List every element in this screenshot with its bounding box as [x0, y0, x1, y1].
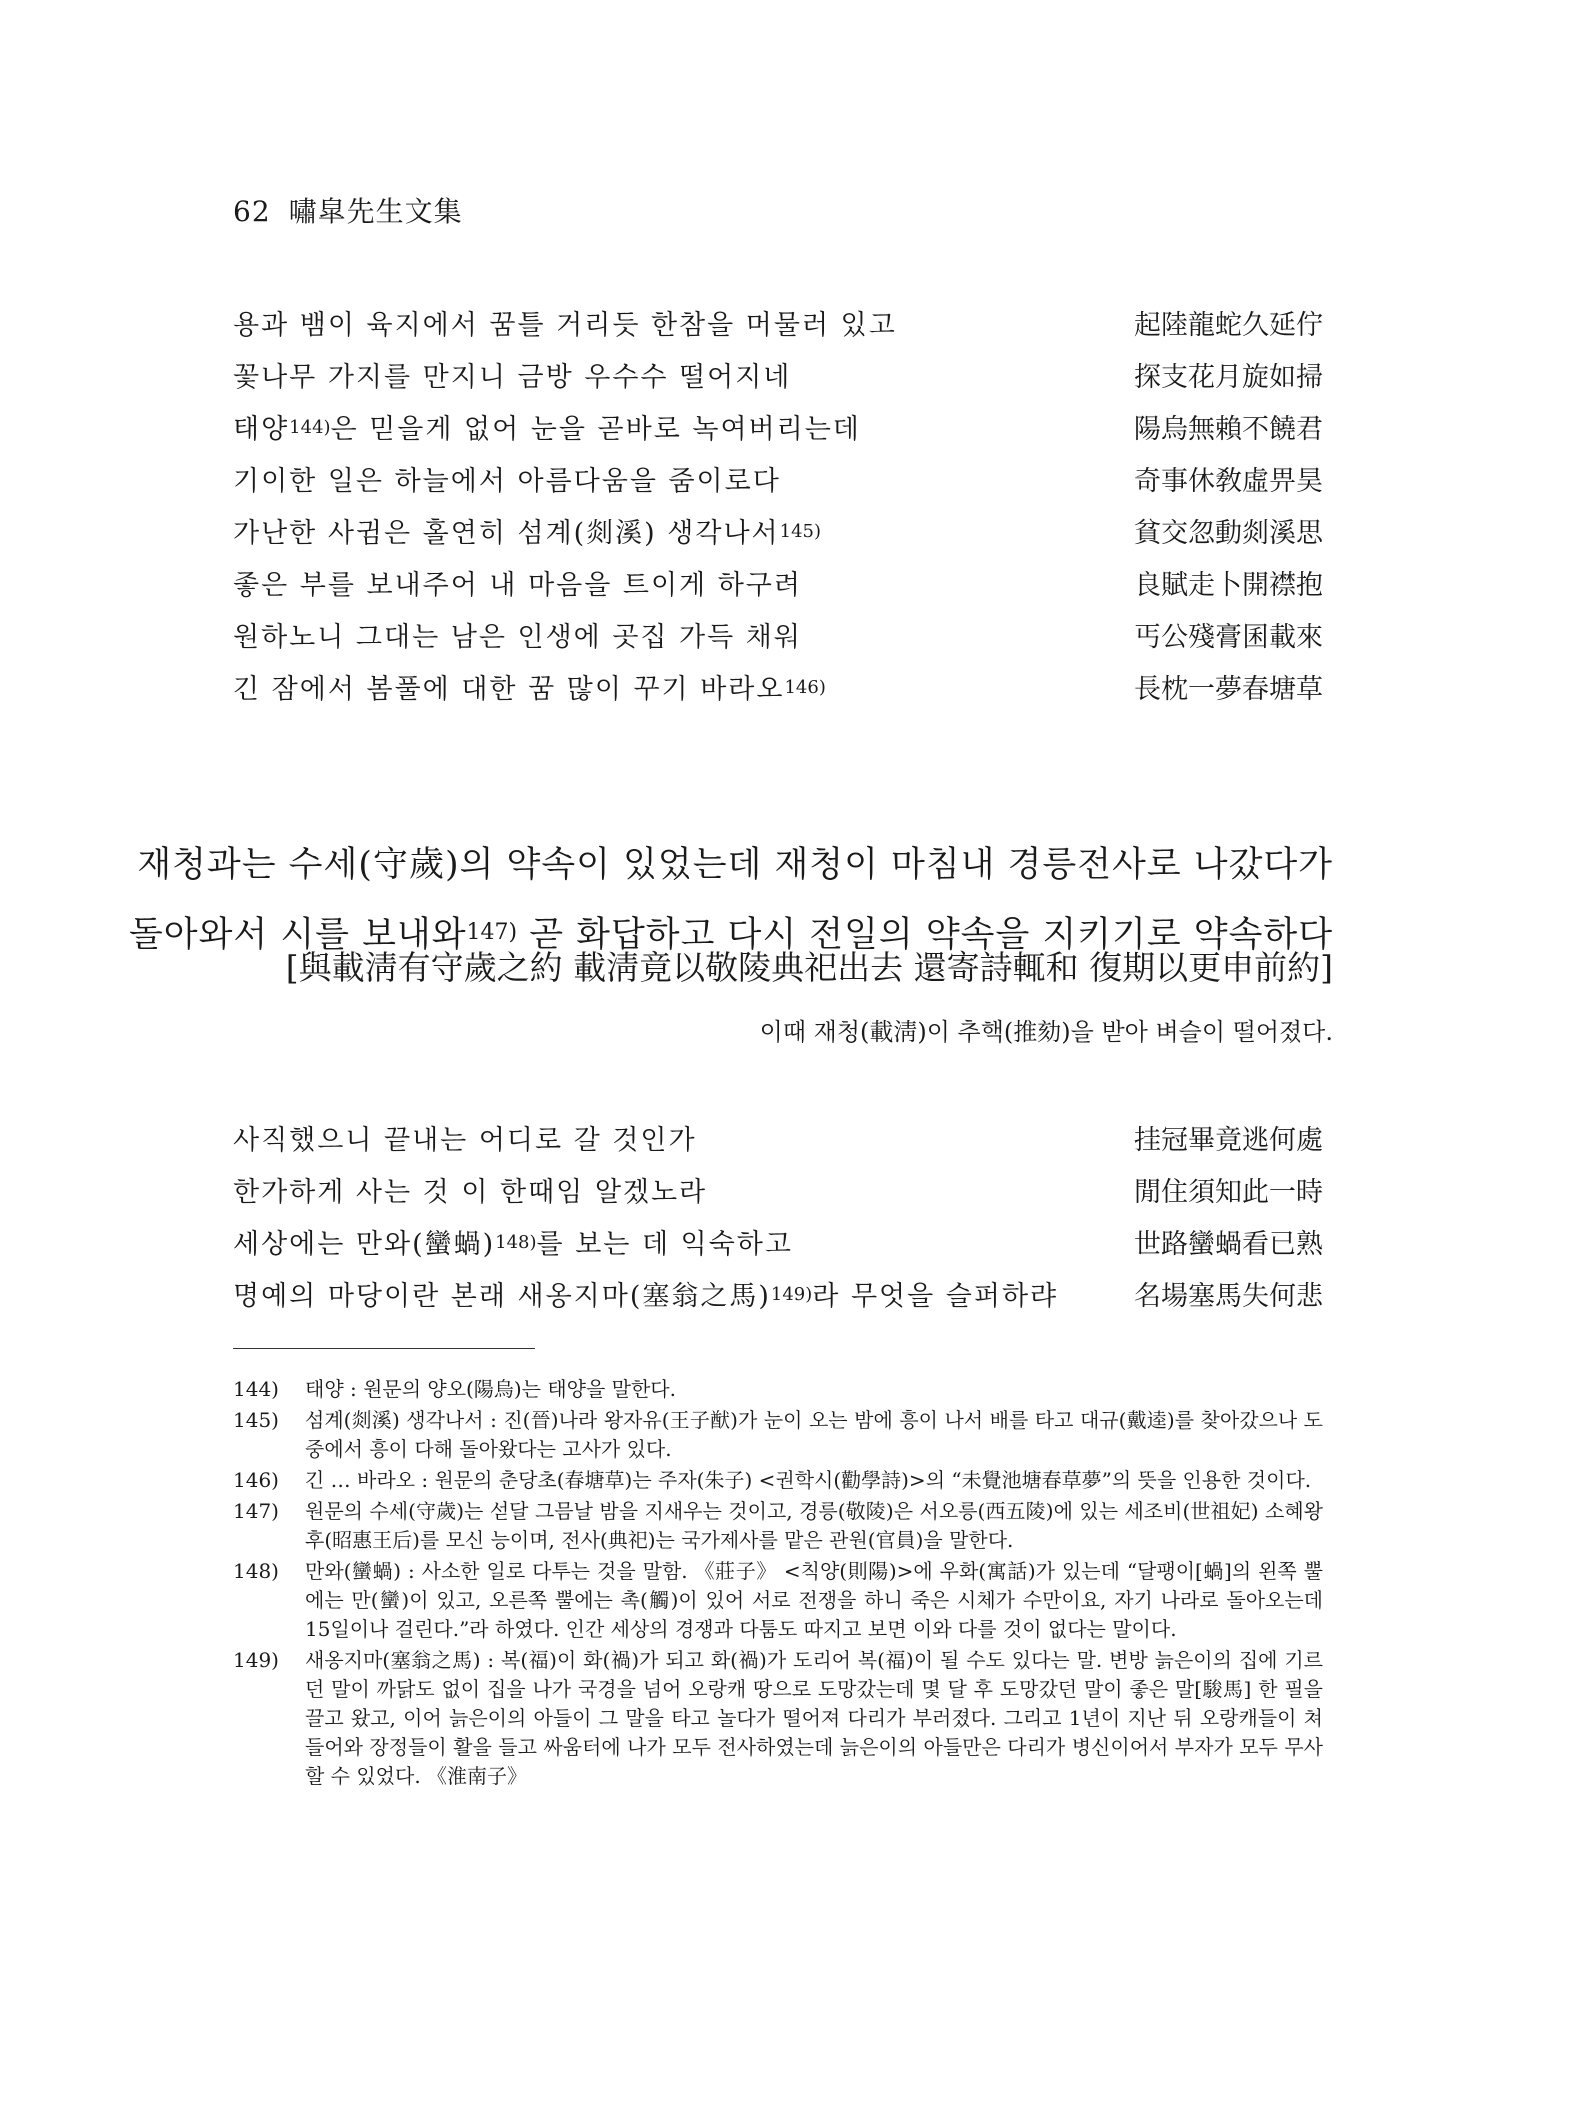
footnote-text: 원문의 수세(守歲)는 섣달 그믐날 밤을 지새우는 것이고, 경릉(敬陵)은 서오릉(西五陵)에 있는 세조비(世祖妃) 소혜왕후(昭惠王后)를 모신 능이며, 전사(典祀)는 국가제사를 맡은 관원(官員)을 말한다.	[305, 1499, 1323, 1552]
poem-line	[233, 1167, 1323, 1219]
footnote-number: 145)	[233, 1408, 279, 1432]
poem-line	[233, 508, 1323, 560]
korean-verse: 명예의 마당이란 본래 새옹지마(塞翁之馬)$^{149)}$라 무엇을 슬퍼하랴	[233, 1281, 1059, 1312]
footnote	[233, 1646, 1323, 1791]
footnote	[233, 1497, 1323, 1555]
hanja-verse: 挂冠畢竟逃何處	[1134, 1125, 1323, 1156]
footnote-marker: 144)	[289, 417, 331, 438]
korean-verse: 꽃나무 가지를 만지니 금방 우수수 떨어지네	[233, 362, 792, 393]
poem-line	[233, 560, 1323, 612]
poem-line	[233, 300, 1323, 352]
hanja-verse: 丐公殘膏囷載來	[1134, 622, 1323, 653]
page-number: 62	[233, 195, 271, 228]
footnote-number: 144)	[233, 1377, 279, 1401]
hanja-verse: 世路蠻蝸看已熟	[1134, 1229, 1323, 1260]
section-subtitle: [與載淸有守歲之約 載淸竟以敬陵典祀出去 還寄詩輒和 復期以更申前約]	[285, 948, 1333, 987]
footnote-text: 긴 … 바라오 : 원문의 춘당초(春塘草)는 주자(朱子) <권학시(勸學詩)>의 “未覺池塘春草夢”의 뜻을 인용한 것이다.	[305, 1468, 1312, 1492]
korean-verse: 가난한 사귐은 홀연히 섬계(剡溪) 생각나서$^{145)}$	[233, 518, 822, 549]
korean-verse: 태양$^{144)}$은 믿을게 없어 눈을 곧바로 녹여버리는데	[233, 414, 861, 445]
korean-verse: 사직했으니 끝내는 어디로 갈 것인가	[233, 1125, 697, 1156]
footnote-marker: 148)	[495, 1232, 537, 1253]
section-note: 이때 재청(載淸)이 추핵(推劾)을 받아 벼슬이 떨어졌다.	[759, 1018, 1333, 1046]
korean-verse: 좋은 부를 보내주어 내 마음을 트이게 하구려	[233, 570, 802, 601]
korean-verse: 기이한 일은 하늘에서 아름다움을 줌이로다	[233, 466, 781, 497]
footnote-marker: 147)	[466, 920, 518, 945]
footnote-number: 147)	[233, 1499, 279, 1523]
hanja-verse: 陽烏無賴不饒君	[1134, 414, 1323, 445]
hanja-verse: 探支花月旋如掃	[1134, 362, 1323, 393]
poem-line	[233, 612, 1323, 664]
footnote-number: 148)	[233, 1559, 279, 1583]
korean-verse: 원하노니 그대는 남은 인생에 곳집 가득 채워	[233, 622, 802, 653]
poem-line	[233, 352, 1323, 404]
korean-verse: 한가하게 사는 것 이 한때임 알겠노라	[233, 1177, 708, 1208]
poem-line	[233, 456, 1323, 508]
hanja-verse: 良賦走卜開襟抱	[1134, 570, 1323, 601]
footnote-text: 태양 : 원문의 양오(陽烏)는 태양을 말한다.	[305, 1377, 676, 1401]
hanja-verse: 奇事休敎虛畀昊	[1134, 466, 1323, 497]
section-title-line: 재청과는 수세(守歲)의 약속이 있었는데 재청이 마침내 경릉전사로 나갔다가	[137, 845, 1333, 885]
footnote	[233, 1406, 1323, 1464]
footnote-text: 새옹지마(塞翁之馬) : 복(福)이 화(禍)가 되고 화(禍)가 도리어 복(福)이 될 수도 있다는 말. 변방 늙은이의 집에 기르던 말이 까닭도 없이 집을 나가 국경을 넘어 오랑캐 땅으로 도망갔는데 몇 달 후 도망갔던 말이 좋은 말[駿馬] 한 필을 끌고 왔고, 이어 늙은이의 아들이 그 말을 타고 놀다가 떨어져 다리가 부러졌다. 그리고 1년이 지난 뒤 오랑캐들이 쳐들어와 장정들이 활을 들고 싸움터에 나가 모두 전사하였는데 늙은이의 아들만은 다리가 병신이어서 부자가 모두 무사할 수 있었다. 《淮南子》	[305, 1648, 1323, 1788]
poem-1	[233, 300, 1323, 716]
poem-line	[233, 1115, 1323, 1167]
footnote-divider	[233, 1348, 535, 1349]
hanja-verse: 名場塞馬失何悲	[1134, 1281, 1323, 1312]
poem-line	[233, 1271, 1323, 1323]
poem-line	[233, 1219, 1323, 1271]
poem-line	[233, 664, 1323, 716]
footnote	[233, 1375, 1323, 1404]
footnote	[233, 1466, 1323, 1495]
footnote-text: 만와(蠻蝸) : 사소한 일로 다투는 것을 말함. 《莊子》 <칙양(則陽)>에 우화(寓話)가 있는데 “달팽이[蝸]의 왼쪽 뿔에는 만(蠻)이 있고, 오른쪽 뿔에는 촉(觸)이 있어 서로 전쟁을 하니 죽은 시체가 수만이요, 자기 나라로 돌아오는데 15일이나 걸린다.”라 하였다. 인간 세상의 경쟁과 다툼도 따지고 보면 이와 다를 것이 없다는 말이다.	[305, 1559, 1323, 1641]
footnote	[233, 1557, 1323, 1644]
footnote-marker: 145)	[779, 521, 822, 542]
korean-verse: 용과 뱀이 육지에서 꿈틀 거리듯 한참을 머물러 있고	[233, 310, 897, 341]
section-title-line: 돌아와서 시를 보내와$^{147)}$ 곧 화답하고 다시 전일의 약속을 지키기로 약속하다	[128, 915, 1333, 955]
running-head	[233, 190, 463, 230]
korean-verse: 긴 잠에서 봄풀에 대한 꿈 많이 꾸기 바라오$^{146)}$	[233, 674, 826, 705]
footnotes	[233, 1375, 1323, 1793]
hanja-verse: 起陸龍蛇久延佇	[1134, 310, 1323, 341]
footnote-number: 149)	[233, 1648, 279, 1672]
hanja-verse: 閒住須知此一時	[1134, 1177, 1323, 1208]
book-title: 嘯皐先生文集	[288, 195, 463, 228]
footnote-marker: 146)	[784, 677, 826, 698]
poem-2	[233, 1115, 1323, 1323]
hanja-verse: 貧交忽動剡溪思	[1134, 518, 1323, 549]
korean-verse: 세상에는 만와(蠻蝸)$^{148)}$를 보는 데 익숙하고	[233, 1229, 793, 1260]
footnote-number: 146)	[233, 1468, 279, 1492]
footnote-marker: 149)	[770, 1284, 813, 1305]
poem-line	[233, 404, 1323, 456]
hanja-verse: 長枕一夢春塘草	[1134, 674, 1323, 705]
footnote-text: 섬계(剡溪) 생각나서 : 진(晉)나라 왕자유(王子猷)가 눈이 오는 밤에 흥이 나서 배를 타고 대규(戴逵)를 찾아갔으나 도중에서 흥이 다해 돌아왔다는 고사가 있다.	[305, 1408, 1323, 1461]
